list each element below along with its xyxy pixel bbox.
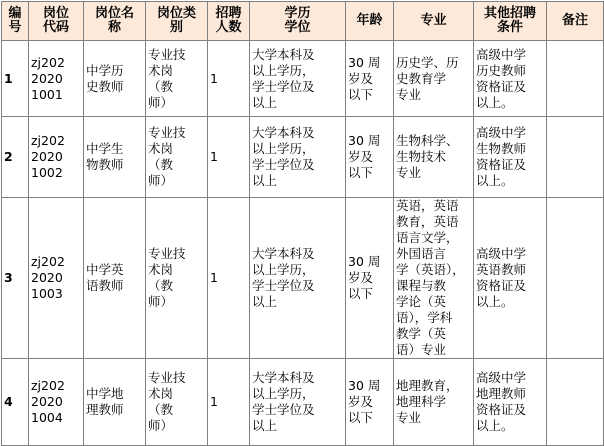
cell-no: 4	[2, 359, 29, 446]
cell-age: 30 周 岁及 以下	[346, 117, 394, 198]
cell-no: 1	[2, 41, 29, 117]
cell-name: 中学地 理教师	[84, 359, 146, 446]
cell-count: 1	[208, 117, 250, 198]
cell-code: zj202 2020 1002	[29, 117, 84, 198]
cell-major: 地理教育， 地理科学 专业	[394, 359, 474, 446]
header-code: 岗位 代码	[29, 2, 84, 41]
cell-count: 1	[208, 41, 250, 117]
header-remark: 备注	[547, 2, 604, 41]
header-edu: 学历 学位	[250, 2, 346, 41]
cell-edu: 大学本科及 以上学历， 学士学位及 以上	[250, 41, 346, 117]
header-other: 其他招聘 条件	[474, 2, 547, 41]
table-row	[2, 198, 604, 359]
header-row	[2, 2, 604, 41]
cell-name: 中学英 语教师	[84, 198, 146, 359]
cell-major: 历史学、历 史教育学 专业	[394, 41, 474, 117]
header-count: 招聘 人数	[208, 2, 250, 41]
cell-remark	[547, 359, 604, 446]
cell-type: 专业技 术岗 （教 师）	[146, 41, 208, 117]
cell-remark	[547, 41, 604, 117]
cell-other: 高级中学 英语教师 资格证及 以上。	[474, 198, 547, 359]
cell-type: 专业技 术岗 （教 师）	[146, 117, 208, 198]
cell-other: 高级中学 生物教师 资格证及 以上。	[474, 117, 547, 198]
cell-count: 1	[208, 359, 250, 446]
cell-type: 专业技 术岗 （教 师）	[146, 359, 208, 446]
cell-count: 1	[208, 198, 250, 359]
cell-age: 30 周 岁及 以下	[346, 359, 394, 446]
header-type: 岗位类 别	[146, 2, 208, 41]
header-name: 岗位名 称	[84, 2, 146, 41]
table-row	[2, 41, 604, 117]
cell-remark	[547, 198, 604, 359]
cell-edu: 大学本科及 以上学历， 学士学位及 以上	[250, 198, 346, 359]
cell-other: 高级中学 地理教师 资格证及 以上。	[474, 359, 547, 446]
cell-major: 英语，英语 教育，英语 语言文学， 外国语言 学（英语）， 课程与教 学论（英 语），学科 教学（英 语）专业	[394, 198, 474, 359]
cell-remark	[547, 117, 604, 198]
cell-no: 3	[2, 198, 29, 359]
cell-code: zj202 2020 1001	[29, 41, 84, 117]
table-row	[2, 359, 604, 446]
cell-type: 专业技 术岗 （教 师）	[146, 198, 208, 359]
table-row	[2, 117, 604, 198]
cell-edu: 大学本科及 以上学历， 学士学位及 以上	[250, 359, 346, 446]
header-no: 编 号	[2, 2, 29, 41]
header-major: 专业	[394, 2, 474, 41]
cell-code: zj202 2020 1003	[29, 198, 84, 359]
header-age: 年龄	[346, 2, 394, 41]
cell-name: 中学生 物教师	[84, 117, 146, 198]
cell-edu: 大学本科及 以上学历， 学士学位及 以上	[250, 117, 346, 198]
cell-major: 生物科学、 生物技术 专业	[394, 117, 474, 198]
recruitment-table	[1, 1, 604, 446]
cell-name: 中学历 史教师	[84, 41, 146, 117]
cell-age: 30 周 岁及 以下	[346, 198, 394, 359]
cell-no: 2	[2, 117, 29, 198]
cell-other: 高级中学 历史教师 资格证及 以上。	[474, 41, 547, 117]
cell-age: 30 周 岁及 以下	[346, 41, 394, 117]
cell-code: zj202 2020 1004	[29, 359, 84, 446]
